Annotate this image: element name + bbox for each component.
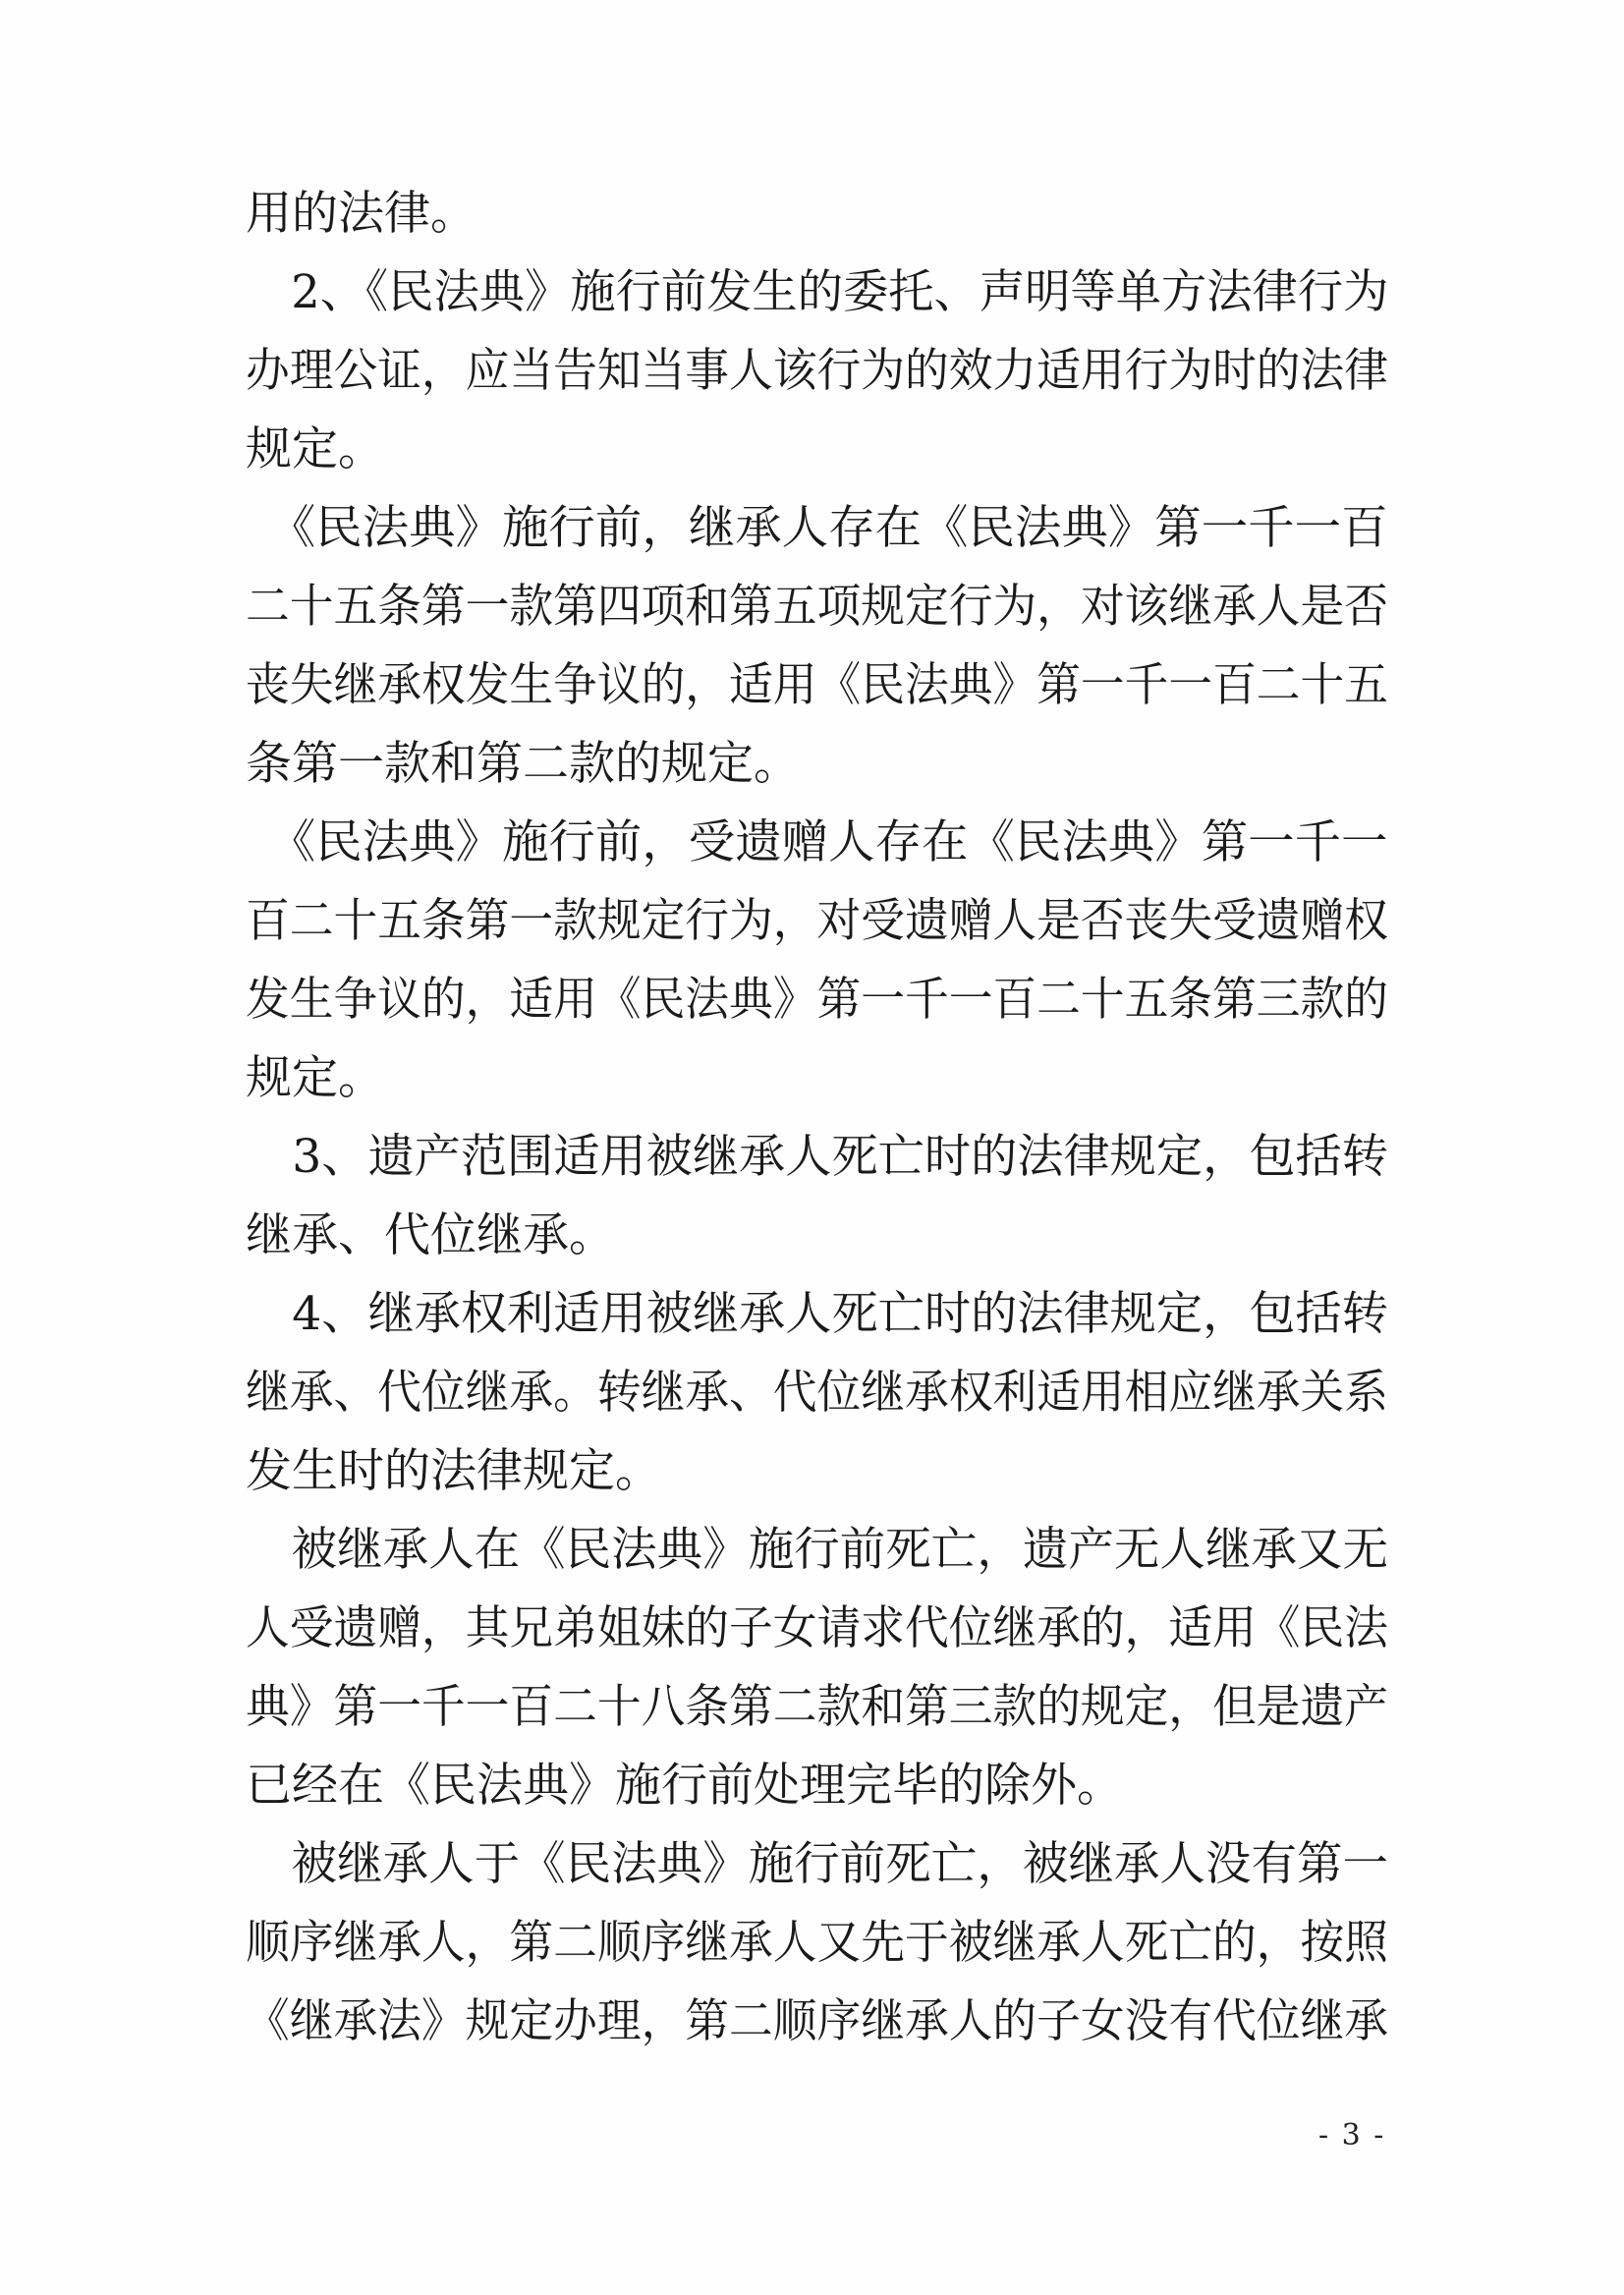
text-line: 条第一款和第二款的规定。 — [246, 737, 800, 791]
text-line: 3、遗产范围适用被继承人死亡时的法律规定，包括转 — [246, 1130, 1388, 1184]
text-line: 《民法典》施行前，受遗赠人存在《民法典》第一千一 — [246, 815, 1388, 869]
text-line: 继承、代位继承。转继承、代位继承权利适用相应继承关系 — [246, 1366, 1388, 1420]
text-line: 规定。 — [246, 1051, 384, 1105]
text-line: 已经在《民法典》施行前处理完毕的除外。 — [246, 1759, 1123, 1813]
text-line: 发生时的法律规定。 — [246, 1444, 661, 1498]
text-line: 被继承人于《民法典》施行前死亡，被继承人没有第一 — [246, 1837, 1388, 1891]
text-line: 继承、代位继承。 — [246, 1208, 615, 1262]
text-line: 二十五条第一款第四项和第五项规定行为，对该继承人是否 — [246, 580, 1388, 634]
text-line: 规定。 — [246, 422, 384, 476]
text-line: 《民法典》施行前，继承人存在《民法典》第一千一百 — [246, 501, 1388, 555]
page-number: - 3 - — [1318, 2118, 1386, 2153]
text-line: 用的法律。 — [246, 187, 476, 241]
text-line: 百二十五条第一款规定行为，对受遗赠人是否丧失受遗赠权 — [246, 894, 1388, 948]
text-line: 顺序继承人，第二顺序继承人又先于被继承人死亡的，按照 — [246, 1916, 1388, 1970]
text-line: 人受遗赠，其兄弟姐妹的子女请求代位继承的，适用《民法 — [246, 1601, 1388, 1655]
text-line: 发生争议的，适用《民法典》第一千一百二十五条第三款的 — [246, 973, 1388, 1027]
text-line: 办理公证，应当告知当事人该行为的效力适用行为时的法律 — [246, 344, 1388, 398]
text-line: 丧失继承权发生争议的，适用《民法典》第一千一百二十五 — [246, 658, 1388, 712]
text-line: 《继承法》规定办理，第二顺序继承人的子女没有代位继承 — [246, 1994, 1388, 2048]
text-line: 被继承人在《民法典》施行前死亡，遗产无人继承又无 — [246, 1523, 1388, 1577]
text-line: 2、《民法典》施行前发生的委托、声明等单方法律行为 — [246, 265, 1389, 319]
text-line: 4、继承权利适用被继承人死亡时的法律规定，包括转 — [246, 1287, 1388, 1341]
text-line: 典》第一千一百二十八条第二款和第三款的规定，但是遗产 — [246, 1680, 1388, 1734]
